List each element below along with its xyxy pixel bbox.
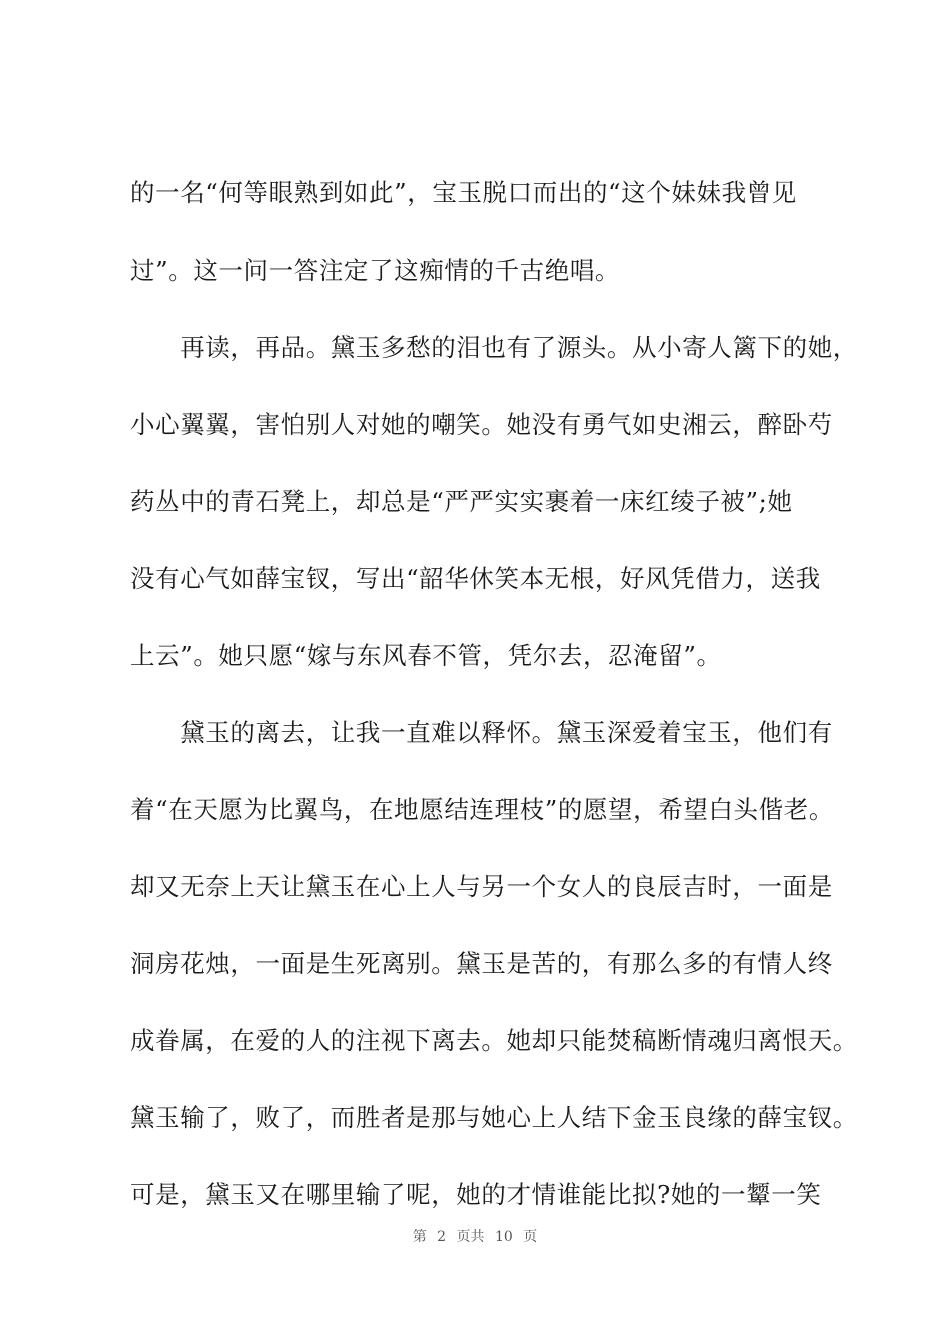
text-line-1: 的一名“何等眼熟到如此”，宝玉脱口而出的“这个妹妹我曾见 <box>130 178 797 207</box>
text-line-11: 洞房花烛，一面是生死离别。黛玉是苦的，有那么多的有情人终 <box>130 949 833 978</box>
text-line-9: 着“在天愿为比翼鸟，在地愿结连理枝”的愿望，希望白头偕老。 <box>130 795 834 824</box>
text-line-3: 再读，再品。黛玉多愁的泪也有了源头。从小寄人篱下的她， <box>130 333 858 362</box>
text-line-10: 却又无奈上天让黛玉在心上人与另一个女人的良辰吉时，一面是 <box>130 872 833 901</box>
text-line-12: 成眷属，在爱的人的注视下离去。她却只能焚稿断情魂归离恨天。 <box>130 1026 858 1055</box>
text-line-4: 小心翼翼，害怕别人对她的嘲笑。她没有勇气如史湘云，醉卧芍 <box>130 410 833 439</box>
text-line-13: 黛玉输了，败了，而胜者是那与她心上人结下金玉良缘的薛宝钗。 <box>130 1103 858 1132</box>
text-line-14: 可是，黛玉又在哪里输了呢，她的才情谁能比拟?她的一颦一笑 <box>130 1180 822 1209</box>
text-line-7: 上云”。她只愿“嫁与东风春不管，凭尔去，忍淹留”。 <box>130 641 722 670</box>
page-number-footer: 第 2 页共 10 页 <box>412 1229 538 1245</box>
text-line-6: 没有心气如薛宝钗，写出“韶华休笑本无根，好风凭借力，送我 <box>130 564 821 593</box>
text-line-2: 过”。这一问一答注定了这痴情的千古绝唱。 <box>130 256 621 285</box>
text-line-8: 黛玉的离去，让我一直难以释怀。黛玉深爱着宝玉，他们有 <box>130 718 833 747</box>
text-line-5: 药丛中的青石凳上，却总是“严严实实裹着一床红绫子被”;她 <box>130 487 793 516</box>
